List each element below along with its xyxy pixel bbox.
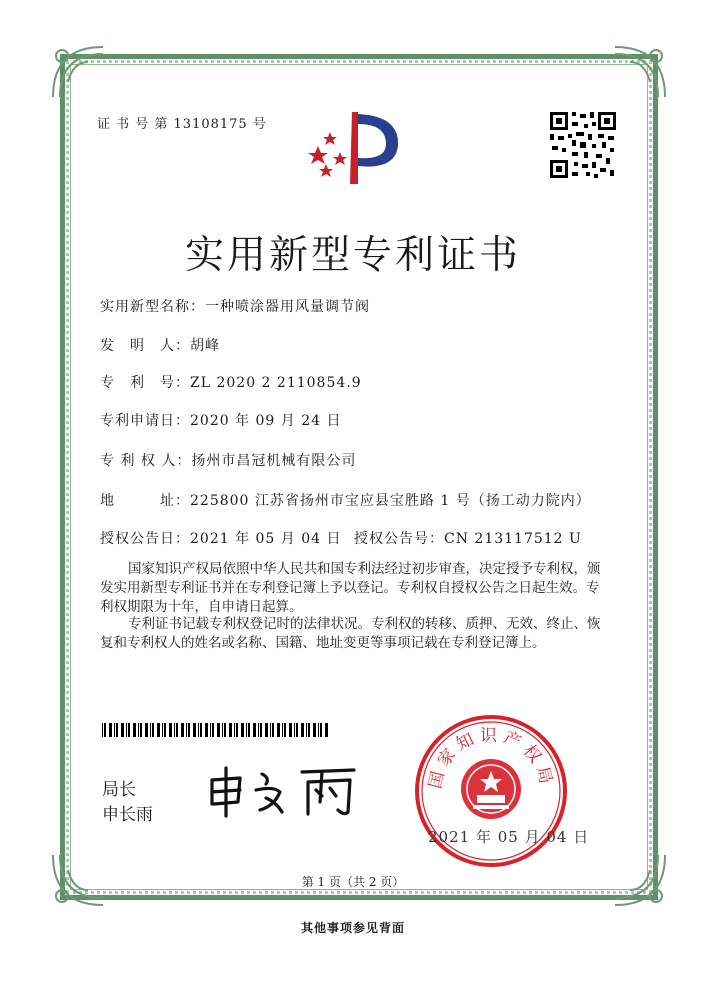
grant-statement: 国家知识产权局依照中华人民共和国专利法经过初步审查，决定授予专利权，颁发实用新型专利证书并在专利登记簿上予以登记。专利权自授权公告之日起生效。专利权期限为十年，自申请日起算。 (100, 561, 601, 615)
field-utility-model-name (100, 296, 370, 316)
field-label: 地 址： (100, 493, 190, 509)
qr-code-icon (548, 110, 618, 180)
director-name: 申长雨 (102, 805, 153, 825)
corner-ornament (610, 42, 670, 102)
director-signature (204, 762, 364, 820)
field-label: 发 明 人： (100, 338, 190, 354)
seal-text: 国家知识产权局 (425, 726, 557, 791)
field-patent-number (100, 372, 362, 392)
field-filing-date (100, 410, 342, 430)
field-value: 胡峰 (190, 338, 220, 354)
cnipa-logo-icon (300, 104, 410, 186)
field-value: 扬州市昌冠机械有限公司 (191, 453, 357, 469)
certificate-title: 实用新型专利证书 (184, 233, 521, 279)
corner-ornament (48, 42, 108, 102)
field-patentee (100, 450, 356, 470)
field-value: 2020 年 09 月 24 日 (190, 413, 342, 429)
field-label: 专 利 号： (100, 375, 190, 391)
seal-date: 2021 年 05 月 04 日 (428, 828, 590, 846)
field-label: 授权公告日： (100, 531, 190, 547)
legal-status-statement: 专利证书记载专利权登记时的法律状况。专利权的转移、质押、无效、终止、恢复和专利权人的姓名或名称、国籍、地址变更等事项记载在专利登记簿上。 (100, 616, 601, 651)
field-grant-number (354, 528, 582, 548)
field-label: 授权公告号： (354, 531, 444, 547)
field-label: 专利申请日： (100, 413, 190, 429)
barcode-icon (102, 723, 330, 737)
certificate-number: 证 书 号 第 13108175 号 (97, 117, 267, 132)
field-label: 专 利 权 人： (100, 453, 192, 469)
field-value: 一种喷涂器用风量调节阀 (205, 299, 370, 315)
field-value: ZL 2020 2 2110854.9 (190, 375, 362, 391)
field-grant-date (100, 528, 342, 548)
field-value: CN 213117512 U (444, 531, 582, 547)
field-label: 实用新型名称： (100, 299, 205, 315)
page-number: 第 1 页（共 2 页） (301, 875, 405, 889)
director-title: 局长 (102, 780, 136, 800)
field-inventor (100, 335, 220, 355)
field-value: 225800 江苏省扬州市宝应县宝胜路 1 号（扬工动力院内） (190, 493, 591, 509)
field-value: 2021 年 05 月 04 日 (190, 531, 342, 547)
field-address (100, 490, 591, 510)
back-side-note: 其他事项参见背面 (300, 921, 405, 935)
